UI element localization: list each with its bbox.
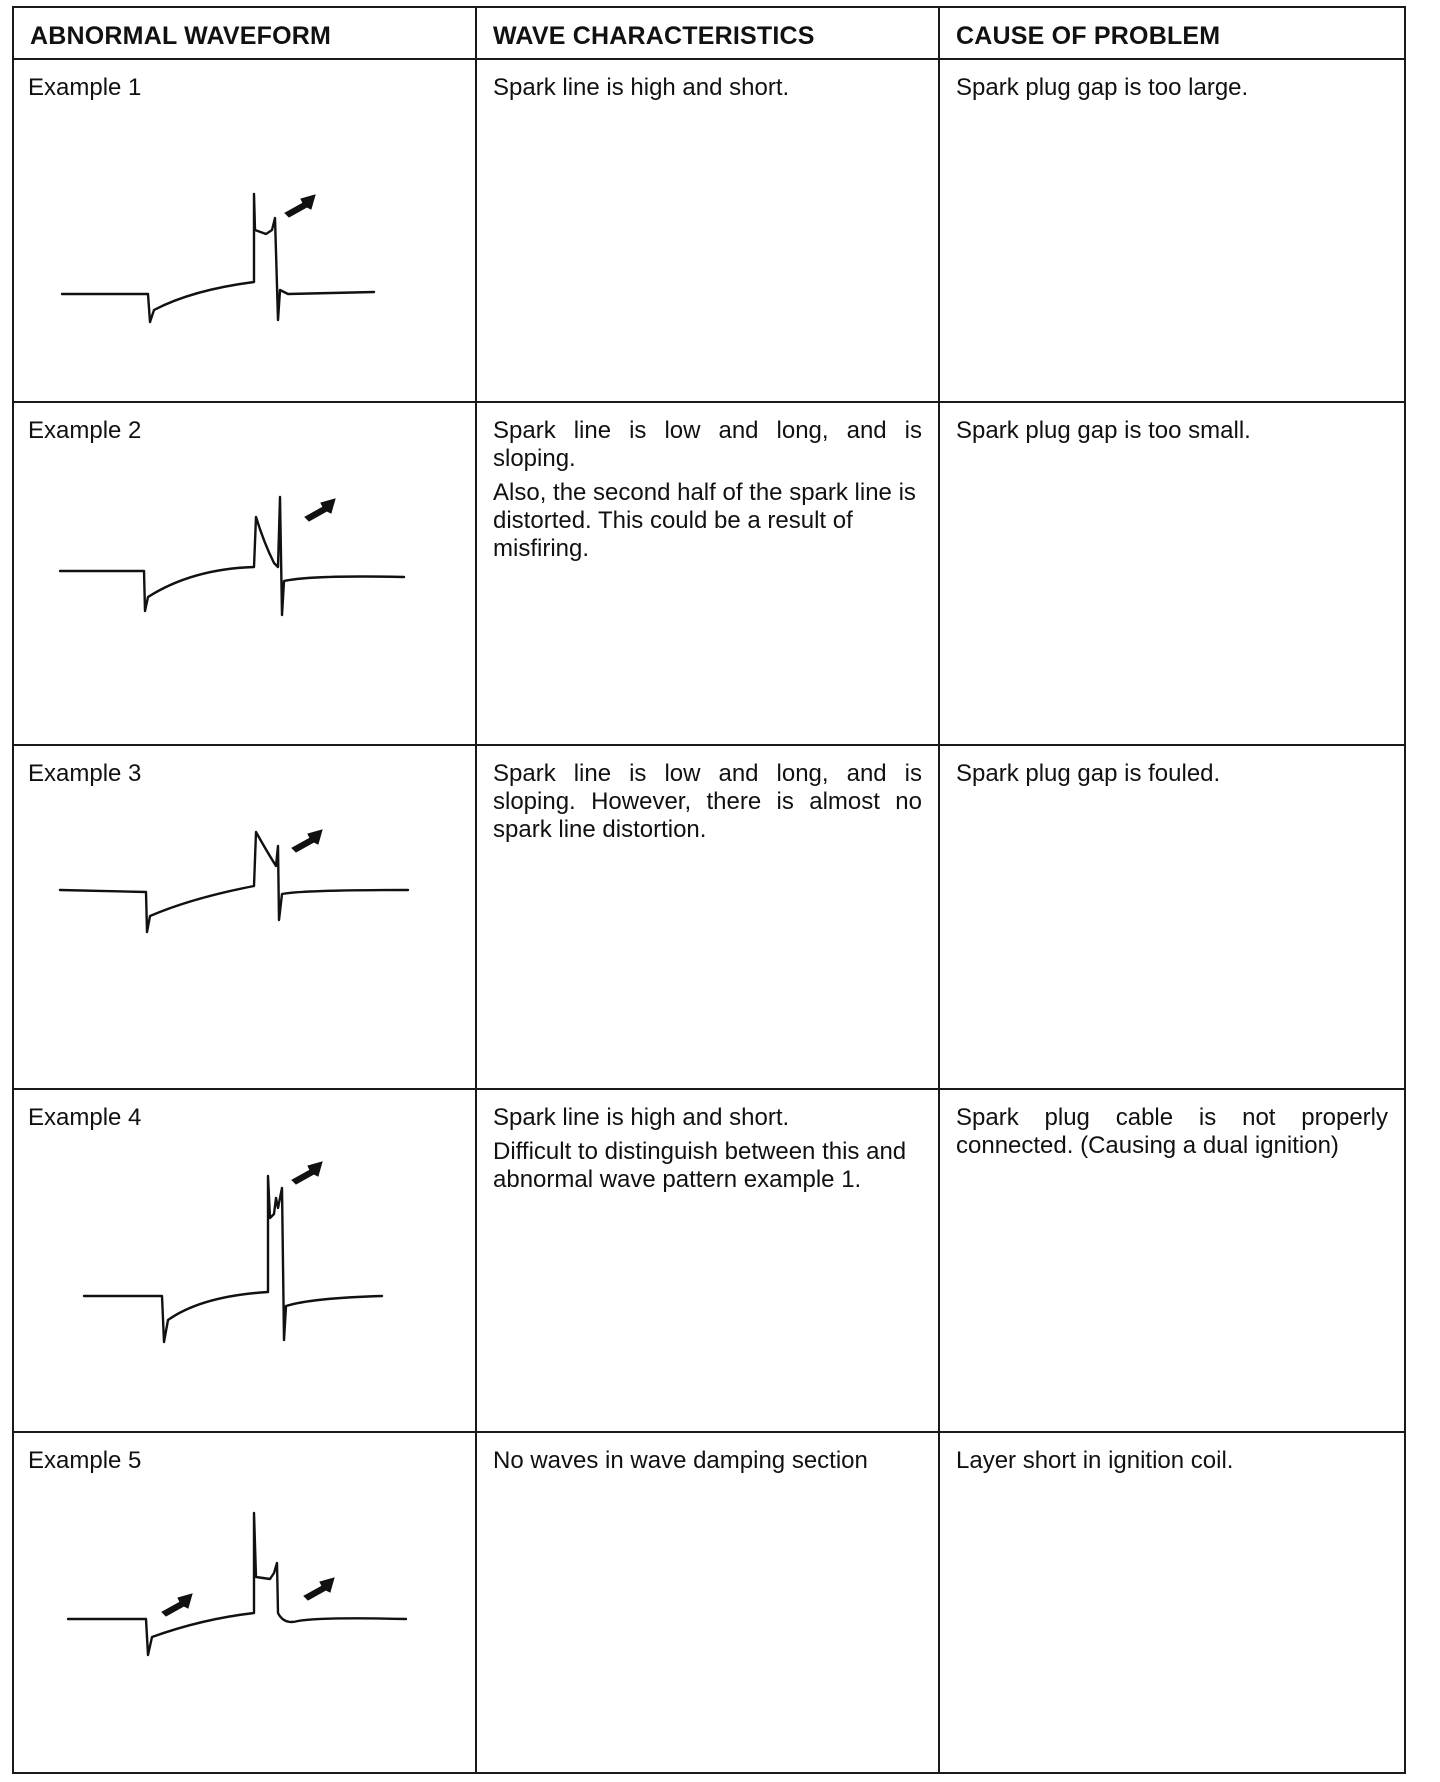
arrow-icon [292,830,322,852]
characteristics-text: Also, the second half of the spark line is distorted. This could be a result of misfiring. [493,479,916,563]
waveform-diagram [22,108,462,358]
arrow-icon [285,195,315,217]
cause-cell [939,745,1405,1088]
waveform-trace [68,1513,406,1655]
arrow-icon [305,499,335,521]
characteristics-text: Spark line is high and short. [493,74,790,101]
example-label: Example 4 [28,1103,142,1131]
waveform-cell [13,1089,476,1432]
example-label: Example 5 [28,1446,142,1474]
characteristics-text: Difficult to distinguish between this and abnormal wave pattern example 1. [493,1137,907,1193]
characteristics-text: No waves in wave damping section [493,1446,868,1474]
example-label: Example 2 [28,417,142,445]
table-row [13,1432,1405,1773]
table-row [13,745,1405,1088]
table-row [13,1089,1405,1432]
example-label: Example 3 [28,760,142,788]
waveform-trace [60,497,404,615]
characteristics-text: Spark line is low and long, and is sloping. [493,417,922,473]
waveform-trace [60,832,408,932]
characteristics-cell [476,402,939,745]
waveform-trace [84,1176,382,1342]
characteristics-cell [476,1089,939,1432]
waveform-trace [62,194,374,322]
characteristics-cell [476,745,939,1088]
characteristics-cell [476,1432,939,1773]
characteristics-cell [476,59,939,402]
waveform-diagram [22,1138,462,1388]
table-row [13,402,1405,745]
header-wave-characteristics: WAVE CHARACTERISTICS [476,7,939,59]
arrow-icon [292,1162,322,1184]
header-row [13,7,1405,59]
characteristics-text: Spark line is low and long, and is sloping. However, there is almost no spark line distortion. [493,760,922,844]
cause-text: Spark plug gap is too small. [956,417,1251,445]
waveform-cell [13,402,476,745]
header-abnormal-waveform: ABNORMAL WAVEFORM [13,7,476,59]
waveform-table [12,6,1406,1774]
example-label: Example 1 [28,74,142,101]
cause-cell [939,1432,1405,1773]
arrow-icon [304,1578,334,1600]
waveform-cell [13,1432,476,1773]
cause-cell [939,402,1405,745]
waveform-diagram [22,1481,462,1731]
waveform-diagram [22,794,462,1044]
cause-text: Spark plug gap is too large. [956,74,1249,101]
cause-cell [939,1089,1405,1432]
characteristics-text: Spark line is high and short. [493,1103,790,1131]
waveform-cell [13,745,476,1088]
waveform-diagram [22,451,462,701]
arrow-icon [162,1594,192,1616]
waveform-cell [13,59,476,402]
cause-text: Spark plug cable is not properly connected. (Causing a dual ignition) [956,1103,1388,1159]
table-row [13,59,1405,402]
cause-cell [939,59,1405,402]
cause-text: Layer short in ignition coil. [956,1446,1234,1474]
header-cause-of-problem: CAUSE OF PROBLEM [939,7,1405,59]
cause-text: Spark plug gap is fouled. [956,760,1221,788]
